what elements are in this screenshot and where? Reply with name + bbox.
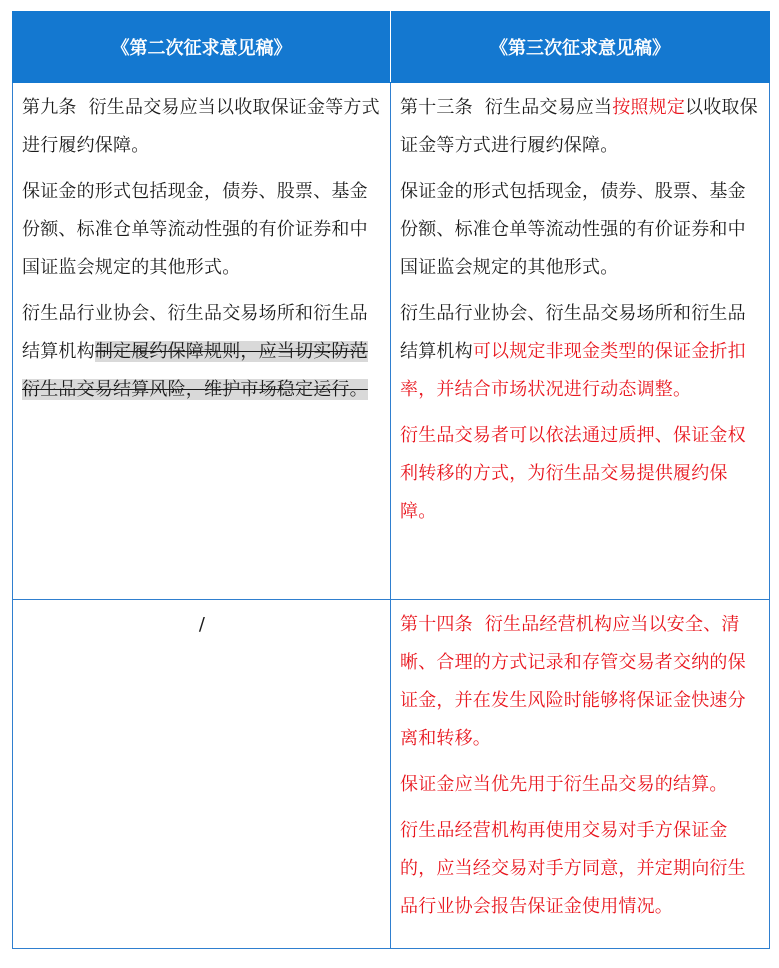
- paragraph: 保证金的形式包括现金，债券、股票、基金份额、标准仓单等流动性强的有价证券和中国证监会规定的其他形式。: [22, 181, 368, 278]
- cell-third-draft-margin: [391, 83, 770, 600]
- added-paragraph: 保证金应当优先用于衍生品交易的结算。: [400, 774, 728, 795]
- cell-second-draft-empty: [13, 600, 391, 949]
- table-row: [13, 83, 770, 600]
- paragraph: [22, 89, 382, 165]
- header-row: [13, 12, 770, 83]
- added-paragraph: 衍生品经营机构再使用交易对手方保证金的，应当经交易对手方同意，并定期向衍生品行业协会报告保证金使用情况。: [400, 820, 746, 917]
- article-number: 第十四条: [400, 614, 473, 635]
- added-paragraph: [400, 606, 761, 758]
- added-text: 按照规定: [612, 97, 686, 118]
- article-text: 衍生品交易应当: [484, 97, 613, 118]
- comparison-table: [12, 11, 770, 949]
- paragraph: [400, 295, 761, 409]
- article-number: 第十三条: [400, 97, 473, 118]
- article-text: 衍生品经营机构应当以安全、清晰、合理的方式记录和存管交易者交纳的保证金，并在发生风险时能够将保证金快速分离和转移。: [400, 614, 746, 749]
- deleted-text: 制定履约保障规则，应当切实防范衍生品交易结算风险，维护市场稳定运行。: [22, 341, 368, 400]
- added-text: 可以规定非现金类型的保证金折扣率，并结合市场状况进行动态调整。: [400, 341, 746, 400]
- plain-text: 衍生品行业协会、衍生品交易场所和衍生品结算机构: [400, 303, 746, 362]
- header-second-draft: 《第二次征求意见稿》: [13, 12, 391, 83]
- table-row: [13, 600, 770, 949]
- article-number: 第九条: [22, 97, 77, 118]
- cell-second-draft-margin: [13, 83, 391, 600]
- empty-mark: /: [198, 614, 206, 635]
- plain-text: 衍生品行业协会、衍生品交易场所和衍生品结算机构: [22, 303, 368, 362]
- paragraph: [22, 295, 382, 409]
- article-text: 衍生品交易应当以收取保证金等方式进行履约保障。: [22, 97, 380, 156]
- cell-third-draft-new-article: [391, 600, 770, 949]
- article-text: 以收取保证金等方式进行履约保障。: [400, 97, 758, 156]
- paragraph: 保证金的形式包括现金，债券、股票、基金份额、标准仓单等流动性强的有价证券和中国证监会规定的其他形式。: [400, 181, 746, 278]
- paragraph: [400, 89, 761, 165]
- added-paragraph: 衍生品交易者可以依法通过质押、保证金权利转移的方式，为衍生品交易提供履约保障。: [400, 425, 746, 522]
- header-third-draft: 《第三次征求意见稿》: [391, 12, 770, 83]
